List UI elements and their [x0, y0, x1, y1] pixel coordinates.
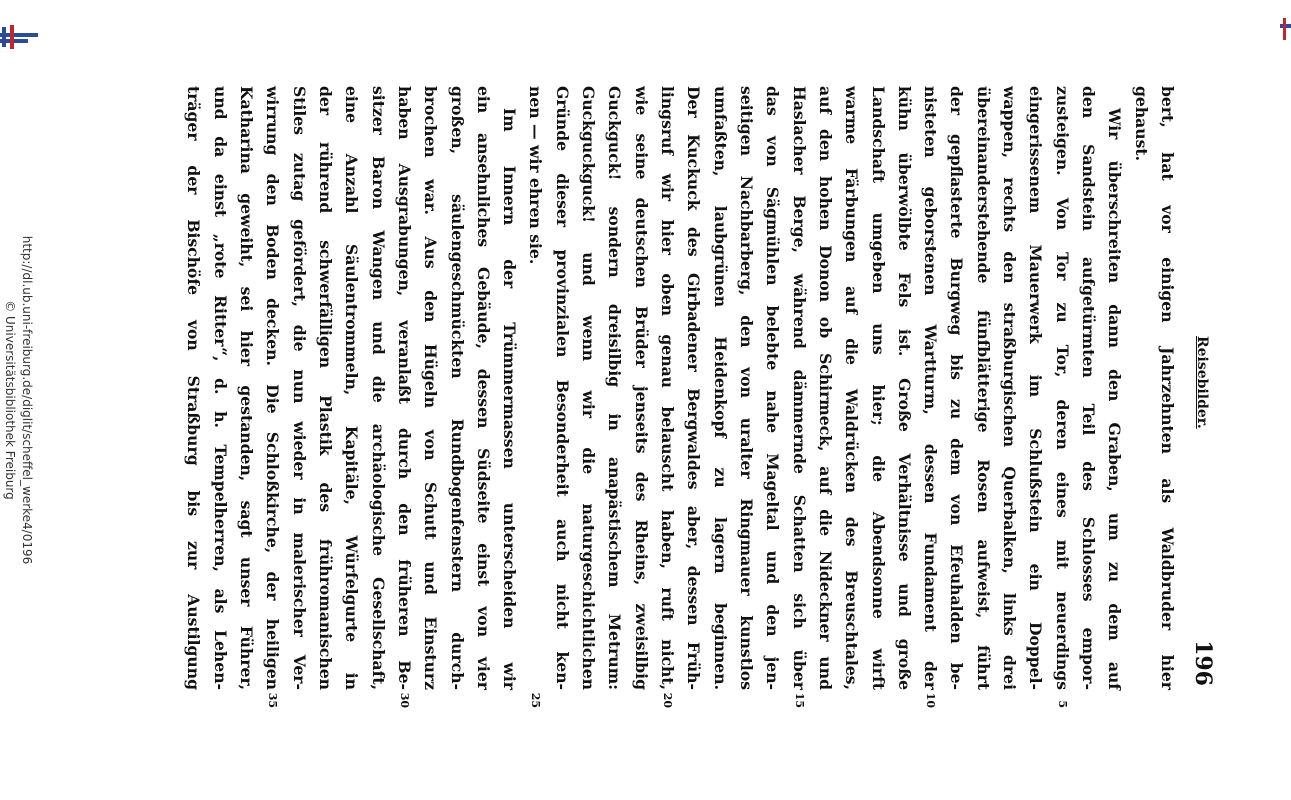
text-line: nen — wir ehren sie. 25	[523, 86, 549, 690]
source-url-text: http://dl.ub.uni-freiburg.de/diglit/scheffel_werke4/0196	[20, 235, 34, 565]
text-line: Haslacher Berge, während dämmernde Schatten sich über 15	[786, 86, 812, 690]
text-line: das von Sägmühlen belebte nahe Mageltal und den jen-	[763, 86, 783, 690]
text-line: bert, hat vor einigen Jahrzehnten als Waldbruder hier	[1158, 86, 1177, 690]
text-line: wappen, rechts den straßburgischen Querbalken, links drei	[1000, 86, 1020, 690]
body-text	[180, 86, 1180, 708]
text-line: übereinanderstehende fünfblätterige Rosen aufweist, führt	[973, 86, 993, 690]
text-line: Stiles zutag gefördert, die nun wieder in malerischer Ver-	[289, 86, 309, 690]
text-line: seitigen Nachbarberg, den von uralter Ringmauer kunstlos	[737, 86, 756, 690]
text-line: kühn überwölbte Fels ist. Große Verhältnisse und große	[894, 86, 914, 690]
text-line: den Sandstein aufgetürmten Teil des Schlosses empor-	[1079, 86, 1099, 690]
text-line: und da einst „rote Ritter“, d. h. Tempelherren, als Lehen-	[210, 86, 230, 690]
text-line: Im Innern der Trümmermassen unterscheiden wir	[500, 108, 520, 690]
text-line: der gepflasterte Burgweg bis zu dem von Efeuhalden be-	[947, 86, 967, 690]
text-line: großen, säulengeschmückten Rundbogenfenstern durch-	[447, 86, 467, 690]
text-line: brochen war. Aus den Hügeln von Schutt und Einsturz	[421, 86, 441, 690]
line-number: 30	[397, 692, 411, 708]
text-line: Guckguck! sondern dreisilbig in anapästischem Metrum:	[605, 86, 625, 690]
text-line: warme Färbungen auf die Waldrücken des Breuschtales,	[842, 86, 862, 690]
text-line: wie seine deutschen Brüder jenseits des Rheins, zweisilbig	[631, 86, 651, 690]
line-number: 10	[924, 692, 938, 708]
line-number: 35	[266, 692, 280, 708]
text-line: eine Anzahl Säulentrommeln, Kapitäle, Würfelgurte in	[342, 86, 362, 690]
text-line: umfaßten, laubgrünen Heidenkopf zu lagern beginnen.	[710, 86, 730, 690]
line-number: 25	[529, 692, 543, 708]
text-line: Wir überschreiten dann den Graben, um zu dem auf	[1105, 108, 1125, 690]
text-line: sitzer Baron Wangen und die archäologische Gesellschaft,	[368, 86, 388, 690]
text-line: Gründe dieser provinzialen Besonderheit auch nicht ken-	[552, 86, 572, 690]
text-line: träger der Bischöfe von Straßburg bis zur Austilgung	[184, 86, 204, 690]
library-logo-icon	[0, 25, 38, 49]
line-number: 15	[792, 692, 806, 708]
text-line: ein ansehnliches Gebäude, dessen Südseite einst von vier	[473, 86, 493, 690]
text-line: haben Ausgrabungen, veranlaßt durch den früheren Be- 30	[391, 86, 417, 690]
text-line: lingsruf wir hier oben genau belauscht haben, ruft nicht, 20	[654, 86, 680, 690]
left-viewer-strip	[0, 0, 46, 800]
line-number: 20	[661, 692, 675, 708]
text-line: nisteten geborstenen Wartturm, dessen Fundament der 10	[917, 86, 943, 690]
copyright-text: © Universitätsbibliothek Freiburg	[3, 300, 17, 500]
text-line: der rührend schwerfälligen Plastik des frühromanischen	[316, 86, 335, 690]
page-number: 196	[1190, 640, 1216, 686]
running-title: Reisebilder.	[1194, 336, 1210, 429]
text-line: Guckguckguck! und wenn wir die naturgeschichtlichen	[579, 86, 599, 690]
text-line: eingerissenem Mauerwerk im Schlußstein ein Doppel-	[1026, 86, 1046, 690]
library-logo-icon-right	[1280, 18, 1291, 40]
right-viewer-strip	[1280, 0, 1291, 800]
text-line: wirrung den Boden decken. Die Schloßkirche, der heiligen 35	[259, 86, 285, 690]
text-line: zusteigen. Von Tor zu Tor, deren eines mit neuerdings 5	[1049, 86, 1075, 690]
text-line: gehaust.	[1131, 86, 1151, 162]
page-header	[1188, 86, 1216, 690]
text-line: Landschaft umgeben uns hier; die Abendsonne wirft	[868, 86, 888, 690]
text-line: auf den hohen Donon ob Schirmeck, auf die Nideckner und	[815, 86, 835, 690]
text-line: Katharina geweiht, sei hier gestanden, sagt unser Führer,	[237, 86, 257, 690]
text-line: Der Kuckuck des Girbadener Bergwaldes aber, dessen Früh-	[684, 86, 704, 690]
line-number: 5	[1055, 700, 1069, 708]
page-text-block	[172, 86, 1216, 708]
